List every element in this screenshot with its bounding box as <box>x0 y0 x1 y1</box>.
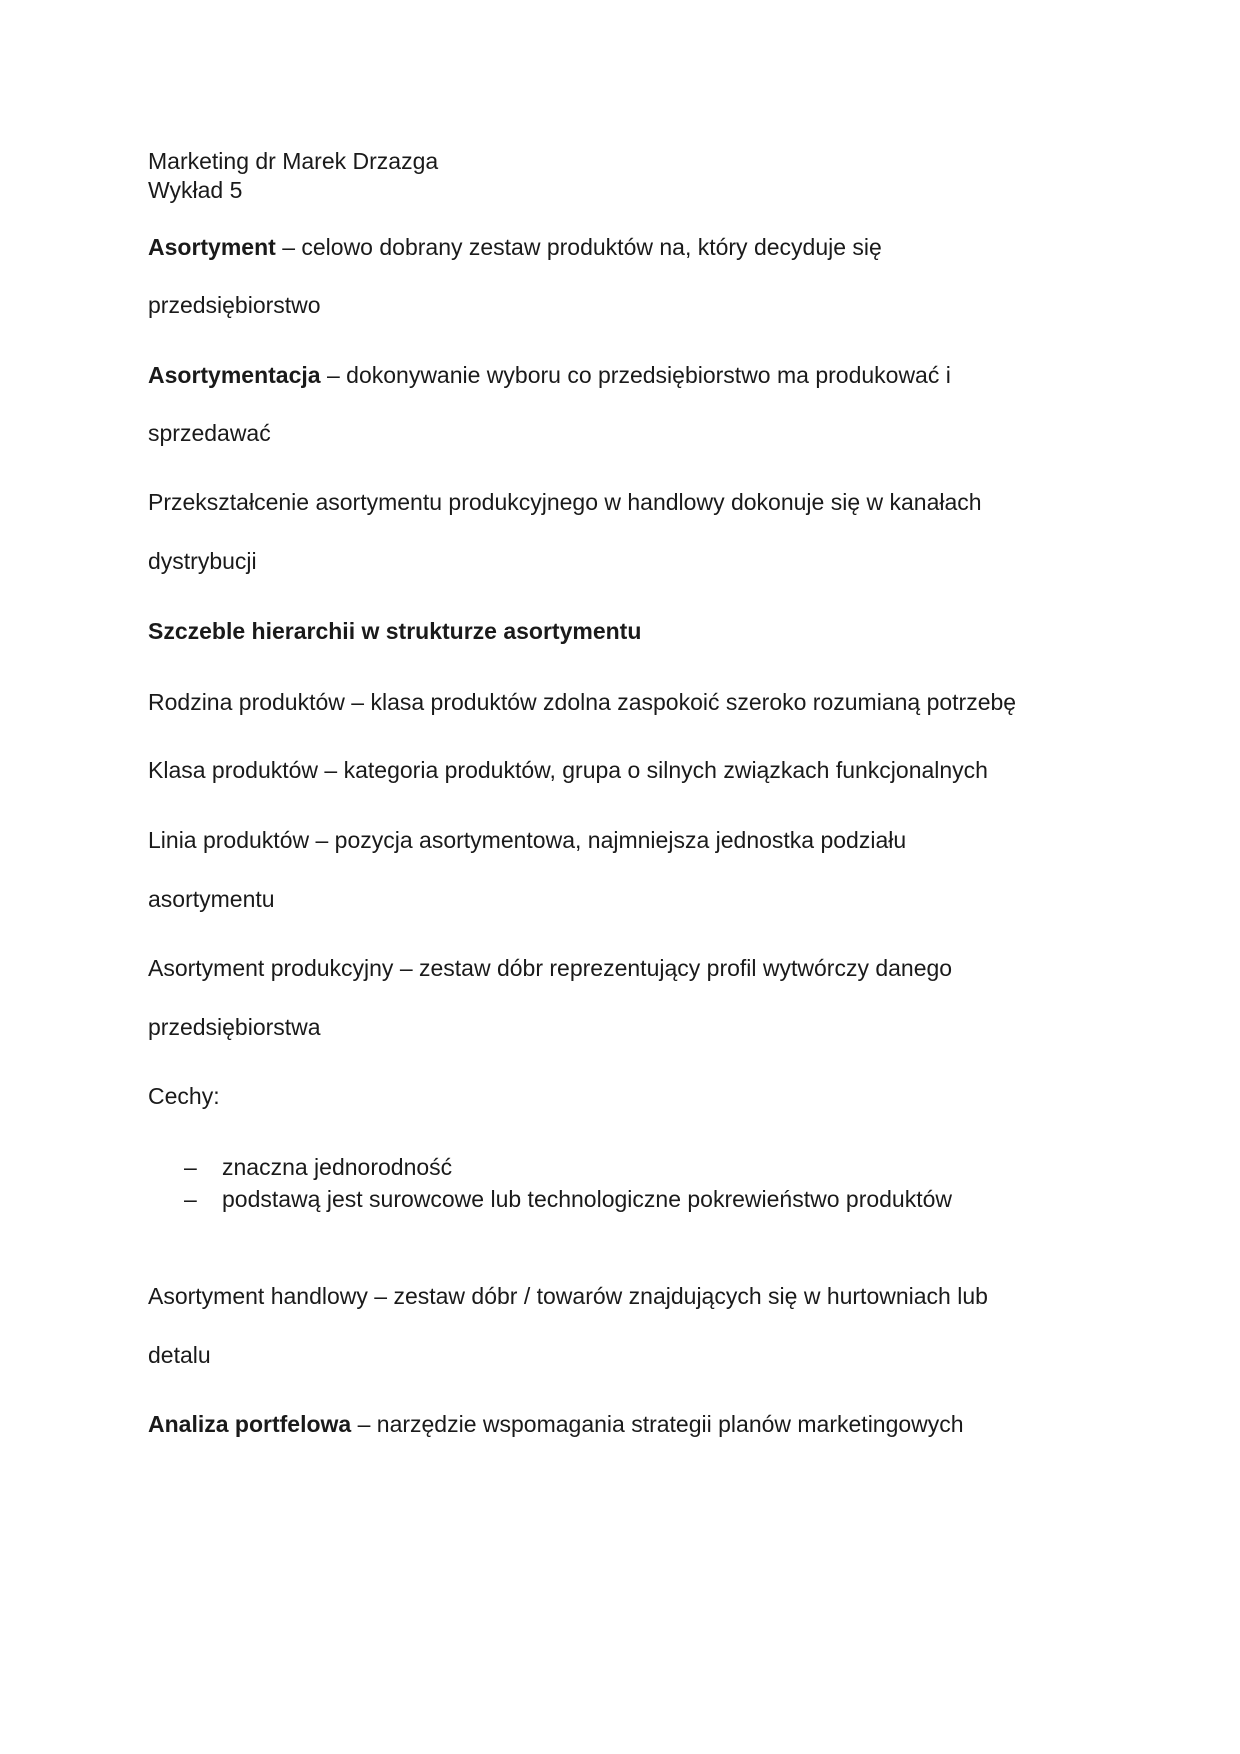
definition-asortyment <box>148 232 882 262</box>
definition-text: – celowo dobrany zestaw produktów na, który decyduje się <box>275 234 882 260</box>
definition-linia: Linia produktów – pozycja asortymentowa, najmniejsza jednostka podziału <box>148 827 907 853</box>
definition-rodzina: Rodzina produktów – klasa produktów zdolna zaspokoić szeroko rozumianą potrzebę <box>148 689 1017 715</box>
definition-text: – dokonywanie wyboru co przedsiębiorstwo ma produkować i <box>320 362 951 388</box>
definition-handlowy-cont: detalu <box>148 1342 211 1368</box>
features-label: Cechy: <box>148 1083 220 1109</box>
definition-klasa: Klasa produktów – kategoria produktów, grupa o silnych związkach funkcjonalnych <box>148 757 988 783</box>
list-item: znaczna jednorodność <box>222 1154 453 1180</box>
transformation-paragraph-cont: dystrybucji <box>148 548 257 574</box>
definition-asortymentacja <box>148 360 951 390</box>
hierarchy-heading: Szczeble hierarchii w strukturze asortymentu <box>148 618 642 644</box>
transformation-paragraph: Przekształcenie asortymentu produkcyjnego w handlowy dokonuje się w kanałach <box>148 489 982 515</box>
term-asortymentacja: Asortymentacja <box>148 362 321 388</box>
list-item: podstawą jest surowcowe lub technologiczne pokrewieństwo produktów <box>222 1186 953 1212</box>
definition-analiza <box>148 1409 964 1439</box>
definition-handlowy: Asortyment handlowy – zestaw dóbr / towarów znajdujących się w hurtowniach lub <box>148 1283 988 1309</box>
definition-asortymentacja-cont: sprzedawać <box>148 420 271 446</box>
term-asortyment: Asortyment <box>148 234 276 260</box>
definition-asortyment-cont: przedsiębiorstwo <box>148 292 321 318</box>
term-analiza: Analiza portfelowa <box>148 1411 352 1437</box>
list-dash: – <box>184 1186 197 1212</box>
definition-produkcyjny: Asortyment produkcyjny – zestaw dóbr reprezentujący profil wytwórczy danego <box>148 955 953 981</box>
course-title: Marketing dr Marek Drzazga <box>148 148 439 174</box>
list-dash: – <box>184 1154 197 1180</box>
definition-produkcyjny-cont: przedsiębiorstwa <box>148 1014 321 1040</box>
definition-linia-cont: asortymentu <box>148 886 275 912</box>
definition-text: – narzędzie wspomagania strategii planów marketingowych <box>351 1411 964 1437</box>
lecture-number: Wykład 5 <box>148 177 243 203</box>
